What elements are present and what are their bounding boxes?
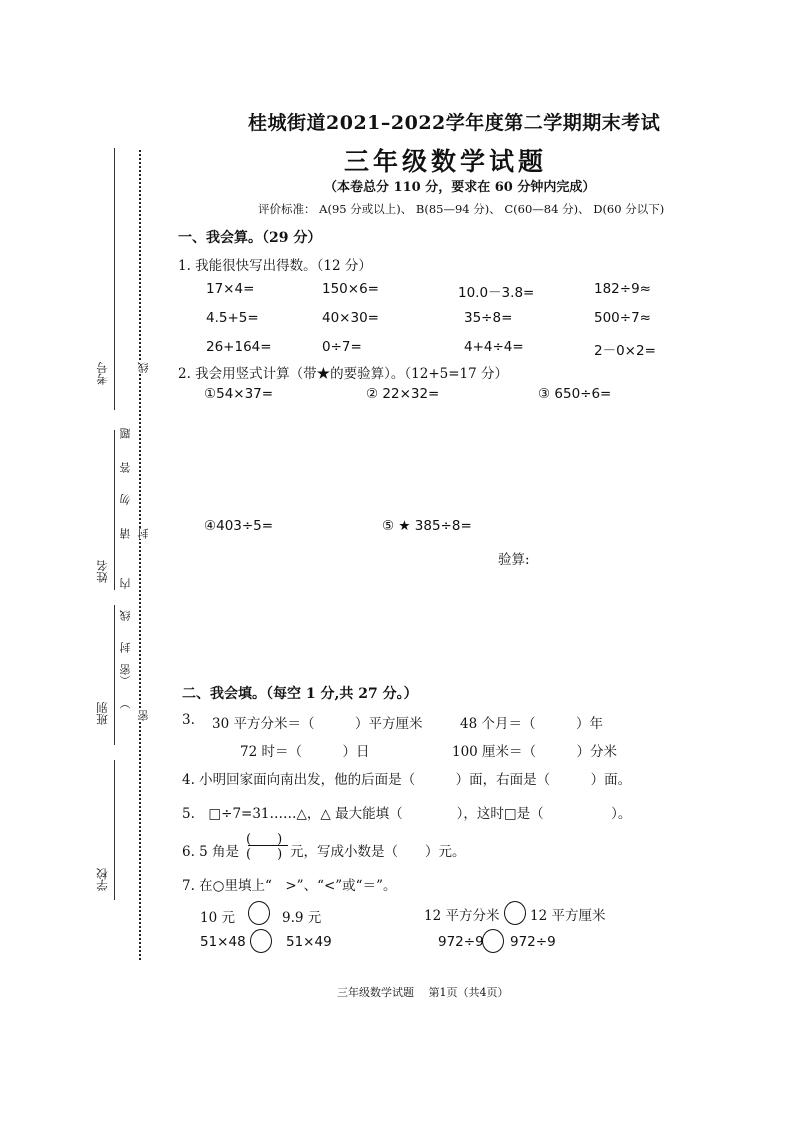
margin-close-char: 密 xyxy=(137,710,150,721)
margin-warning-char: 题 xyxy=(119,428,132,439)
section1-heading: 一、我会算。（29 分） xyxy=(178,230,322,246)
class-line xyxy=(114,605,115,745)
q6-fraction-numerator: ( ) xyxy=(246,832,283,847)
compare-circle[interactable] xyxy=(248,901,270,925)
margin-warning-char: 线 xyxy=(119,610,132,621)
exam-no-line xyxy=(114,148,115,410)
exam-title: 桂城街道2021–2022学年度第二学期期末考试 xyxy=(248,112,661,134)
school-label: 学校 xyxy=(95,868,109,891)
q3-item: 30 平方分米＝（ ）平方厘米 xyxy=(212,716,423,732)
paper-title: 三年级数学试题 xyxy=(344,147,548,176)
margin-warning-char: 请 xyxy=(119,528,132,539)
q3-item: 100 厘米＝（ ）分米 xyxy=(452,744,618,760)
compare-right: 972÷9 xyxy=(510,934,556,950)
q1-item: 40×30= xyxy=(322,310,379,326)
q7-label: 7. 在○里填上“ >”、“<”或“＝”。 xyxy=(182,878,397,894)
q3-number: 3. xyxy=(182,712,195,728)
q5-text: 5. □÷7=31……△，△ 最大能填（ ），这时□是（ ）。 xyxy=(182,806,632,822)
q3-item: 72 时＝（ ）日 xyxy=(240,744,370,760)
q6-suffix: 元，写成小数是（ ）元。 xyxy=(290,844,466,860)
q2-item: ⑤ ★ 385÷8= xyxy=(382,518,472,534)
margin-warning-char: ） xyxy=(119,698,132,709)
q2-label: 2. 我会用竖式计算（带★的要验算）。（12+5=17 分） xyxy=(178,366,509,382)
q1-item: 4+4÷4= xyxy=(464,339,524,355)
margin-seal-char: 封 xyxy=(137,528,150,539)
q2-item: ①54×37= xyxy=(204,386,274,402)
q1-item: 35÷8= xyxy=(464,310,513,326)
name-line xyxy=(114,430,115,590)
binding-dotted-line xyxy=(139,150,141,960)
exam-note: （本卷总分 110 分，要求在 60 分钟内完成） xyxy=(324,180,596,195)
margin-line-char: 线 xyxy=(137,362,150,373)
compare-left: 972÷9 xyxy=(438,934,484,950)
compare-left: 51×48 xyxy=(200,934,246,950)
q4-text: 4. 小明回家面向南出发，他的后面是（ ）面，右面是（ ）面。 xyxy=(182,772,632,788)
q1-item: 150×6= xyxy=(322,281,379,297)
margin-warning-char: 封 xyxy=(119,642,132,653)
grading-criteria: 评价标准： A(95 分或以上)、 B(85—94 分)、 C(60—84 分)、 D(60 分以下) xyxy=(258,202,665,216)
compare-left: 12 平方分米 xyxy=(424,908,500,924)
compare-circle[interactable] xyxy=(504,901,526,925)
q1-item: 17×4= xyxy=(206,281,255,297)
q3-item: 48 个月＝（ ）年 xyxy=(460,716,603,732)
compare-right: 51×49 xyxy=(286,934,332,950)
margin-warning-char: 内 xyxy=(119,578,132,589)
q1-item: 182÷9≈ xyxy=(594,281,651,297)
margin-warning-char: 答 xyxy=(119,462,132,473)
q6-prefix: 6. 5 角是 xyxy=(182,844,240,860)
q6-fraction-denominator: ( ) xyxy=(246,847,283,862)
compare-right: 9.9 元 xyxy=(282,910,322,926)
q1-item: 2－0×2= xyxy=(594,343,656,359)
q2-item: ② 22×32= xyxy=(366,386,440,402)
compare-left: 10 元 xyxy=(200,910,235,926)
page-footer: 三年级数学试题 第1页（共4页） xyxy=(337,986,509,999)
q2-item: ③ 650÷6= xyxy=(538,386,612,402)
q2-item: ④403÷5= xyxy=(204,518,274,534)
name-label: 姓名 xyxy=(95,560,109,583)
margin-warning-char: （密 xyxy=(119,664,132,686)
q1-label: 1. 我能很快写出得数。（12 分） xyxy=(178,258,372,274)
q1-item: 4.5+5= xyxy=(206,310,259,326)
compare-right: 12 平方厘米 xyxy=(530,908,606,924)
compare-circle[interactable] xyxy=(482,929,504,953)
section2-heading: 二、我会填。（每空 1 分,共 27 分。） xyxy=(182,686,418,702)
class-label: 班别 xyxy=(95,702,109,725)
q1-item: 500÷7≈ xyxy=(594,310,651,326)
q1-item: 10.0－3.8= xyxy=(458,285,535,301)
compare-circle[interactable] xyxy=(250,929,272,953)
exam-no-label: 考号 xyxy=(95,362,109,385)
q1-item: 26+164= xyxy=(206,339,272,355)
check-label: 验算: xyxy=(498,552,530,568)
margin-warning-char: 勿 xyxy=(119,494,132,505)
q1-item: 0÷7= xyxy=(322,339,362,355)
school-line xyxy=(114,760,115,900)
